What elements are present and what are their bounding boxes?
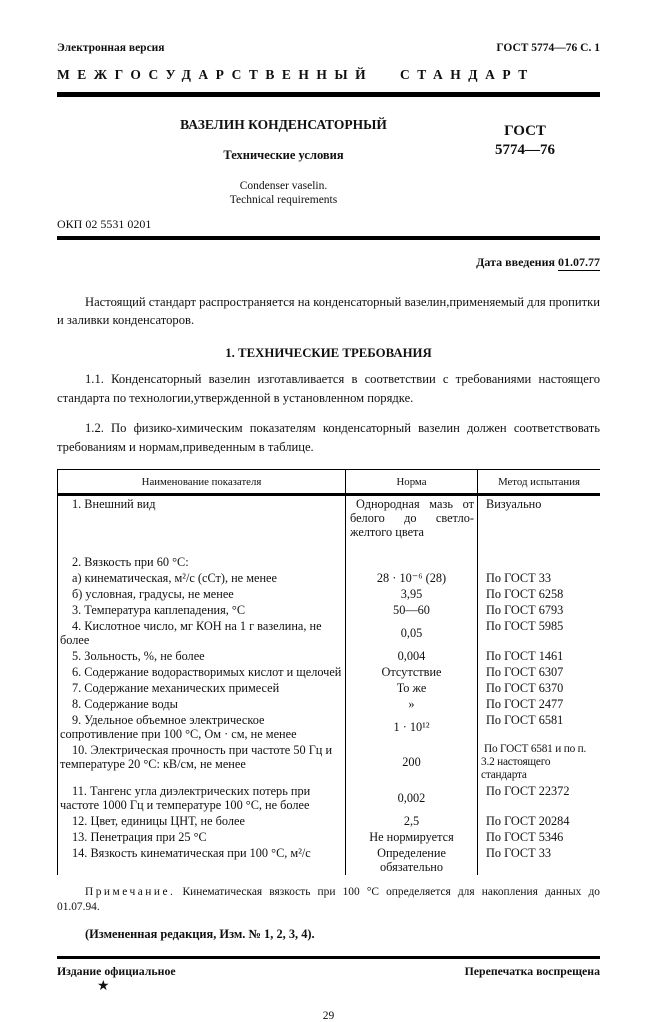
- table-row: [58, 813, 601, 829]
- table-row: [58, 586, 601, 602]
- row-norm: То же: [346, 680, 478, 696]
- row-method: Визуально: [478, 494, 601, 554]
- effective-date-line: [57, 255, 600, 270]
- title-column: [57, 117, 450, 208]
- row-norm: 0,004: [346, 648, 478, 664]
- row-name: 6. Содержание водорастворимых кислот и щелочей: [72, 665, 342, 679]
- row-name: а) кинематическая, м²/с (сСт), не менее: [72, 570, 277, 585]
- title-en-line1: Condenser vaselin.: [239, 180, 328, 192]
- row-method: По ГОСТ 20284: [478, 813, 601, 829]
- title-block: [57, 117, 600, 208]
- table-row: [58, 494, 601, 554]
- col-header-name: Наименование показателя: [58, 469, 346, 494]
- okp-code: ОКП 02 5531 0201: [57, 216, 152, 231]
- row-method: По ГОСТ 6370: [478, 680, 601, 696]
- row-name: 9. Удельное объемное электрическое сопротивление при 100 °С, Ом · см, не менее: [60, 713, 297, 742]
- amendment-note: (Измененная редакция, Изм. № 1, 2, 3, 4).: [85, 926, 315, 941]
- title-en-line2: Technical requirements: [229, 194, 338, 207]
- col-header-method: Метод испытания: [478, 469, 601, 494]
- document-title-english: [117, 179, 450, 208]
- row-method: По ГОСТ 2477: [478, 696, 601, 712]
- row-name: 8. Содержание воды: [72, 697, 178, 712]
- effective-date-label: Дата введения: [476, 254, 558, 269]
- row-norm: 1 · 10¹²: [346, 712, 478, 742]
- row-name: 13. Пенетрация при 25 °С: [72, 829, 207, 844]
- row-method: По ГОСТ 6793: [478, 602, 601, 618]
- row-method: По ГОСТ 5346: [478, 829, 601, 845]
- paragraph-1-1: 1.1. Конденсаторный вазелин изготавливается в соответствии с требованиями настоящего стандарта по технологии,утвержденной в установленном порядке.: [57, 372, 600, 405]
- row-norm: 50—60: [346, 602, 478, 618]
- document-subtitle: Технические условия: [223, 148, 344, 162]
- note-label: Примечание.: [85, 885, 176, 898]
- row-method: По ГОСТ 6581: [478, 712, 601, 742]
- row-norm: »: [346, 696, 478, 712]
- intro-paragraph: Настоящий стандарт распространяется на конденсаторный вазелин,применяемый для пропитки и заливки конденсаторов.: [57, 294, 600, 327]
- table-row: [58, 602, 601, 618]
- footer-row: [57, 964, 600, 979]
- meta-gost-page: ГОСТ 5774—76 С. 1: [496, 42, 600, 54]
- star-icon: ★: [97, 978, 110, 994]
- note-text: Кинематическая вязкость при 100 °С определяется для накопления данных до 01.07.94.: [57, 885, 600, 914]
- row-method: По ГОСТ 33: [478, 845, 601, 875]
- table-row: [58, 829, 601, 845]
- row-method: По ГОСТ 6307: [478, 664, 601, 680]
- table-row: [58, 783, 601, 813]
- row-norm: Не нормируется: [346, 829, 478, 845]
- row-name: 2. Вязкость при 60 °С:: [72, 554, 189, 569]
- row-name: 14. Вязкость кинематическая при 100 °С, м²/с: [72, 845, 311, 860]
- row-name: 7. Содержание механических примесей: [72, 681, 280, 696]
- table-row: [58, 742, 601, 783]
- effective-date-value: 01.07.77: [558, 254, 600, 269]
- row-method: По ГОСТ 6581 и по п. 3.2 настоящего стандарта: [478, 742, 601, 783]
- row-norm: 2,5: [346, 813, 478, 829]
- table-row: [58, 696, 601, 712]
- row-name: б) условная, градусы, не менее: [72, 586, 234, 601]
- row-norm: 200: [346, 742, 478, 783]
- row-name: 4. Кислотное число, мг КОН на 1 г вазелина, не более: [60, 618, 322, 647]
- row-norm: 0,002: [346, 783, 478, 813]
- row-norm: Определение обязательно: [346, 845, 478, 875]
- document-title: ВАЗЕЛИН КОНДЕНСАТОРНЫЙ: [180, 117, 387, 132]
- row-norm: Однородная мазь от белого до светло-желтого цвета: [346, 494, 478, 554]
- table-row: [58, 664, 601, 680]
- table-note: [57, 885, 600, 916]
- divider-top: [57, 92, 600, 97]
- row-method: По ГОСТ 33: [478, 570, 601, 586]
- divider-okp: [57, 236, 600, 240]
- table-row: [58, 680, 601, 696]
- gost-number: 5774—76: [495, 141, 555, 158]
- row-name: 3. Температура каплепадения, °С: [72, 602, 246, 617]
- divider-footer: [57, 956, 600, 959]
- row-name: 11. Тангенс угла диэлектрических потерь при частоте 1000 Гц и температуре 100 °С, не более: [60, 783, 311, 812]
- section-1-heading: 1. ТЕХНИЧЕСКИЕ ТРЕБОВАНИЯ: [225, 346, 432, 361]
- table-row: [58, 570, 601, 586]
- row-norm: Отсутствие: [346, 664, 478, 680]
- footer-reprint-prohibited: Перепечатка воспрещена: [464, 963, 600, 978]
- page-number: 29: [322, 1009, 335, 1022]
- row-norm: 0,05: [346, 618, 478, 648]
- table-row: [58, 648, 601, 664]
- interstate-standard-banner: МЕЖГОСУДАРСТВЕННЫЙ СТАНДАРТ: [57, 67, 535, 82]
- row-name: 10. Электрическая прочность при частоте 50 Гц и температуре 20 °С: кВ/см, не менее: [60, 743, 333, 772]
- gost-label: ГОСТ: [504, 123, 546, 139]
- page-footer: [57, 956, 600, 1022]
- paragraph-1-2: 1.2. По физико-химическим показателям конденсаторный вазелин должен соответствовать требованиям и нормам,приведенным в таблице.: [57, 421, 600, 454]
- row-norm: [346, 554, 478, 570]
- row-method: [478, 554, 601, 570]
- table-header-row: [58, 469, 601, 494]
- table-row: [58, 554, 601, 570]
- gost-number-box: [450, 117, 600, 208]
- row-name: 5. Зольность, %, не более: [72, 648, 205, 663]
- meta-version-label: Электронная версия: [57, 42, 165, 54]
- page-meta: [57, 42, 600, 54]
- row-norm: 3,95: [346, 586, 478, 602]
- table-row: [58, 618, 601, 648]
- footer-official-edition: Издание официальное: [57, 963, 176, 978]
- col-header-norm: Норма: [346, 469, 478, 494]
- row-method: По ГОСТ 22372: [478, 783, 601, 813]
- row-method: По ГОСТ 6258: [478, 586, 601, 602]
- table-row: [58, 712, 601, 742]
- row-method: По ГОСТ 5985: [478, 618, 601, 648]
- requirements-table: [57, 469, 600, 875]
- row-method: По ГОСТ 1461: [478, 648, 601, 664]
- row-norm: 28 · 10⁻⁶ (28): [346, 570, 478, 586]
- row-name: 12. Цвет, единицы ЦНТ, не более: [72, 813, 245, 828]
- row-name: 1. Внешний вид: [72, 496, 156, 511]
- table-row: [58, 845, 601, 875]
